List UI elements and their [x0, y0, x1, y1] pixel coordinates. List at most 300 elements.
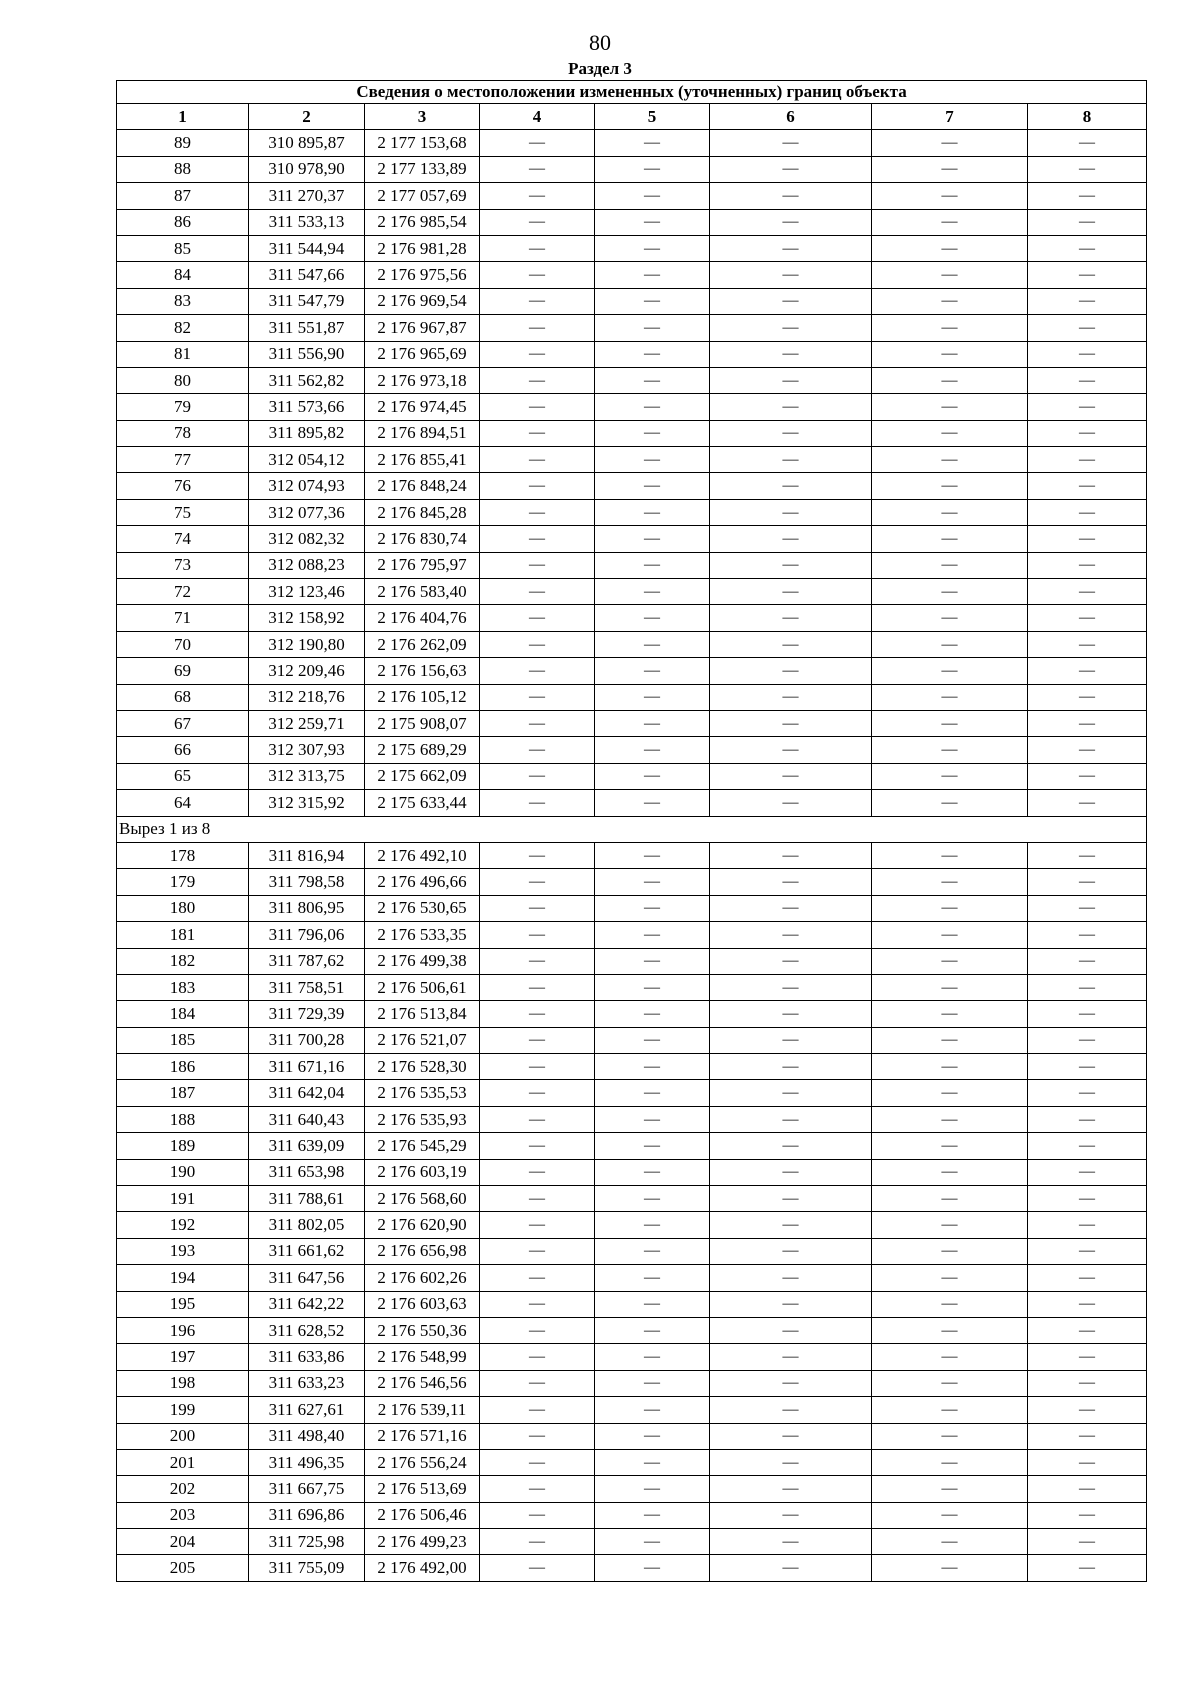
- empty-value-cell: —: [710, 288, 872, 314]
- empty-value-cell: —: [480, 1001, 595, 1027]
- table-row: [117, 262, 1147, 288]
- table-row: [117, 183, 1147, 209]
- empty-value-cell: —: [595, 499, 710, 525]
- empty-value-cell: —: [710, 447, 872, 473]
- table-row: [117, 420, 1147, 446]
- empty-value-cell: —: [480, 183, 595, 209]
- empty-value-cell: —: [1028, 579, 1147, 605]
- empty-value-cell: —: [710, 710, 872, 736]
- y-coordinate-cell: 2 176 656,98: [365, 1238, 480, 1264]
- empty-value-cell: —: [872, 499, 1028, 525]
- y-coordinate-cell: 2 176 492,10: [365, 842, 480, 868]
- empty-value-cell: —: [710, 922, 872, 948]
- empty-value-cell: —: [710, 1555, 872, 1581]
- empty-value-cell: —: [595, 1317, 710, 1343]
- column-header-row: [117, 104, 1147, 130]
- empty-value-cell: —: [872, 1238, 1028, 1264]
- empty-value-cell: —: [480, 235, 595, 261]
- rows-after-cutout: [117, 842, 1147, 1581]
- x-coordinate-cell: 311 816,94: [249, 842, 365, 868]
- empty-value-cell: —: [872, 394, 1028, 420]
- empty-value-cell: —: [480, 631, 595, 657]
- table-row: [117, 1080, 1147, 1106]
- empty-value-cell: —: [872, 183, 1028, 209]
- table-row: [117, 473, 1147, 499]
- empty-value-cell: —: [710, 235, 872, 261]
- empty-value-cell: —: [710, 1001, 872, 1027]
- empty-value-cell: —: [595, 209, 710, 235]
- y-coordinate-cell: 2 176 105,12: [365, 684, 480, 710]
- empty-value-cell: —: [480, 1555, 595, 1581]
- x-coordinate-cell: 311 895,82: [249, 420, 365, 446]
- empty-value-cell: —: [1028, 948, 1147, 974]
- x-coordinate-cell: 311 667,75: [249, 1476, 365, 1502]
- empty-value-cell: —: [710, 1370, 872, 1396]
- empty-value-cell: —: [480, 526, 595, 552]
- empty-value-cell: —: [480, 288, 595, 314]
- empty-value-cell: —: [872, 658, 1028, 684]
- x-coordinate-cell: 311 556,90: [249, 341, 365, 367]
- empty-value-cell: —: [480, 1423, 595, 1449]
- empty-value-cell: —: [710, 1265, 872, 1291]
- empty-value-cell: —: [480, 658, 595, 684]
- empty-value-cell: —: [710, 1502, 872, 1528]
- empty-value-cell: —: [480, 922, 595, 948]
- empty-value-cell: —: [710, 948, 872, 974]
- empty-value-cell: —: [710, 631, 872, 657]
- point-number-cell: 192: [117, 1212, 249, 1238]
- empty-value-cell: —: [872, 1106, 1028, 1132]
- empty-value-cell: —: [480, 948, 595, 974]
- empty-value-cell: —: [595, 1529, 710, 1555]
- empty-value-cell: —: [595, 922, 710, 948]
- empty-value-cell: —: [872, 1186, 1028, 1212]
- table-row: [117, 526, 1147, 552]
- empty-value-cell: —: [872, 1159, 1028, 1185]
- empty-value-cell: —: [1028, 1555, 1147, 1581]
- point-number-cell: 196: [117, 1317, 249, 1343]
- point-number-cell: 64: [117, 790, 249, 816]
- empty-value-cell: —: [480, 1080, 595, 1106]
- table-row: [117, 1397, 1147, 1423]
- empty-value-cell: —: [710, 579, 872, 605]
- empty-value-cell: —: [710, 1423, 872, 1449]
- empty-value-cell: —: [1028, 737, 1147, 763]
- point-number-cell: 79: [117, 394, 249, 420]
- x-coordinate-cell: 311 700,28: [249, 1027, 365, 1053]
- empty-value-cell: —: [710, 367, 872, 393]
- y-coordinate-cell: 2 176 545,29: [365, 1133, 480, 1159]
- point-number-cell: 188: [117, 1106, 249, 1132]
- table-row: [117, 658, 1147, 684]
- table-row: [117, 1159, 1147, 1185]
- y-coordinate-cell: 2 176 506,46: [365, 1502, 480, 1528]
- y-coordinate-cell: 2 176 974,45: [365, 394, 480, 420]
- point-number-cell: 186: [117, 1054, 249, 1080]
- empty-value-cell: —: [595, 1001, 710, 1027]
- y-coordinate-cell: 2 176 530,65: [365, 895, 480, 921]
- y-coordinate-cell: 2 175 662,09: [365, 763, 480, 789]
- empty-value-cell: —: [480, 1529, 595, 1555]
- table-row: [117, 288, 1147, 314]
- y-coordinate-cell: 2 176 156,63: [365, 658, 480, 684]
- empty-value-cell: —: [595, 658, 710, 684]
- empty-value-cell: —: [710, 526, 872, 552]
- point-number-cell: 204: [117, 1529, 249, 1555]
- empty-value-cell: —: [1028, 1502, 1147, 1528]
- empty-value-cell: —: [872, 420, 1028, 446]
- y-coordinate-cell: 2 175 689,29: [365, 737, 480, 763]
- empty-value-cell: —: [872, 710, 1028, 736]
- table-row: [117, 763, 1147, 789]
- y-coordinate-cell: 2 176 571,16: [365, 1423, 480, 1449]
- y-coordinate-cell: 2 176 513,84: [365, 1001, 480, 1027]
- empty-value-cell: —: [710, 341, 872, 367]
- table-row: [117, 1476, 1147, 1502]
- empty-value-cell: —: [1028, 1476, 1147, 1502]
- rows-before-cutout: [117, 130, 1147, 816]
- cutout-section: [117, 816, 1147, 842]
- empty-value-cell: —: [710, 1529, 872, 1555]
- empty-value-cell: —: [595, 605, 710, 631]
- empty-value-cell: —: [595, 288, 710, 314]
- empty-value-cell: —: [710, 130, 872, 156]
- empty-value-cell: —: [480, 130, 595, 156]
- x-coordinate-cell: 311 802,05: [249, 1212, 365, 1238]
- empty-value-cell: —: [595, 684, 710, 710]
- empty-value-cell: —: [595, 262, 710, 288]
- empty-value-cell: —: [710, 1159, 872, 1185]
- column-header: 2: [249, 104, 365, 130]
- y-coordinate-cell: 2 176 262,09: [365, 631, 480, 657]
- y-coordinate-cell: 2 175 633,44: [365, 790, 480, 816]
- y-coordinate-cell: 2 176 496,66: [365, 869, 480, 895]
- empty-value-cell: —: [480, 605, 595, 631]
- empty-value-cell: —: [595, 1212, 710, 1238]
- empty-value-cell: —: [595, 710, 710, 736]
- y-coordinate-cell: 2 176 973,18: [365, 367, 480, 393]
- x-coordinate-cell: 311 647,56: [249, 1265, 365, 1291]
- point-number-cell: 82: [117, 315, 249, 341]
- empty-value-cell: —: [710, 763, 872, 789]
- x-coordinate-cell: 311 806,95: [249, 895, 365, 921]
- table-row: [117, 156, 1147, 182]
- empty-value-cell: —: [872, 235, 1028, 261]
- empty-value-cell: —: [595, 842, 710, 868]
- empty-value-cell: —: [1028, 1238, 1147, 1264]
- x-coordinate-cell: 311 633,86: [249, 1344, 365, 1370]
- empty-value-cell: —: [595, 1555, 710, 1581]
- empty-value-cell: —: [1028, 1370, 1147, 1396]
- table-row: [117, 235, 1147, 261]
- empty-value-cell: —: [872, 1502, 1028, 1528]
- table-row: [117, 1238, 1147, 1264]
- empty-value-cell: —: [595, 1027, 710, 1053]
- x-coordinate-cell: 311 788,61: [249, 1186, 365, 1212]
- y-coordinate-cell: 2 176 848,24: [365, 473, 480, 499]
- table-row: [117, 367, 1147, 393]
- empty-value-cell: —: [1028, 130, 1147, 156]
- empty-value-cell: —: [710, 895, 872, 921]
- point-number-cell: 72: [117, 579, 249, 605]
- empty-value-cell: —: [872, 869, 1028, 895]
- y-coordinate-cell: 2 177 153,68: [365, 130, 480, 156]
- empty-value-cell: —: [1028, 341, 1147, 367]
- table-row: [117, 710, 1147, 736]
- point-number-cell: 201: [117, 1449, 249, 1475]
- y-coordinate-cell: 2 176 981,28: [365, 235, 480, 261]
- empty-value-cell: —: [480, 1265, 595, 1291]
- y-coordinate-cell: 2 176 548,99: [365, 1344, 480, 1370]
- point-number-cell: 178: [117, 842, 249, 868]
- empty-value-cell: —: [710, 1106, 872, 1132]
- empty-value-cell: —: [710, 1397, 872, 1423]
- empty-value-cell: —: [710, 684, 872, 710]
- empty-value-cell: —: [595, 367, 710, 393]
- empty-value-cell: —: [710, 1476, 872, 1502]
- empty-value-cell: —: [595, 1106, 710, 1132]
- empty-value-cell: —: [480, 974, 595, 1000]
- table-row: [117, 1001, 1147, 1027]
- table-row: [117, 1423, 1147, 1449]
- empty-value-cell: —: [480, 1027, 595, 1053]
- x-coordinate-cell: 311 798,58: [249, 869, 365, 895]
- x-coordinate-cell: 312 259,71: [249, 710, 365, 736]
- empty-value-cell: —: [872, 1397, 1028, 1423]
- table-row: [117, 842, 1147, 868]
- empty-value-cell: —: [710, 1291, 872, 1317]
- y-coordinate-cell: 2 176 583,40: [365, 579, 480, 605]
- empty-value-cell: —: [710, 262, 872, 288]
- point-number-cell: 185: [117, 1027, 249, 1053]
- table-row: [117, 1502, 1147, 1528]
- x-coordinate-cell: 311 551,87: [249, 315, 365, 341]
- empty-value-cell: —: [872, 1054, 1028, 1080]
- empty-value-cell: —: [480, 1291, 595, 1317]
- x-coordinate-cell: 311 533,13: [249, 209, 365, 235]
- x-coordinate-cell: 311 642,04: [249, 1080, 365, 1106]
- empty-value-cell: —: [1028, 262, 1147, 288]
- empty-value-cell: —: [872, 1133, 1028, 1159]
- empty-value-cell: —: [710, 1133, 872, 1159]
- empty-value-cell: —: [480, 1397, 595, 1423]
- x-coordinate-cell: 312 123,46: [249, 579, 365, 605]
- empty-value-cell: —: [1028, 235, 1147, 261]
- point-number-cell: 87: [117, 183, 249, 209]
- empty-value-cell: —: [480, 473, 595, 499]
- empty-value-cell: —: [872, 1212, 1028, 1238]
- empty-value-cell: —: [595, 526, 710, 552]
- x-coordinate-cell: 311 639,09: [249, 1133, 365, 1159]
- table-row: [117, 1291, 1147, 1317]
- empty-value-cell: —: [480, 1449, 595, 1475]
- empty-value-cell: —: [872, 579, 1028, 605]
- empty-value-cell: —: [710, 1080, 872, 1106]
- empty-value-cell: —: [480, 1317, 595, 1343]
- x-coordinate-cell: 311 270,37: [249, 183, 365, 209]
- empty-value-cell: —: [595, 737, 710, 763]
- x-coordinate-cell: 311 729,39: [249, 1001, 365, 1027]
- empty-value-cell: —: [595, 869, 710, 895]
- y-coordinate-cell: 2 176 506,61: [365, 974, 480, 1000]
- empty-value-cell: —: [710, 420, 872, 446]
- empty-value-cell: —: [595, 156, 710, 182]
- point-number-cell: 205: [117, 1555, 249, 1581]
- point-number-cell: 86: [117, 209, 249, 235]
- empty-value-cell: —: [480, 420, 595, 446]
- empty-value-cell: —: [1028, 1186, 1147, 1212]
- empty-value-cell: —: [1028, 631, 1147, 657]
- section-title: Раздел 3: [568, 59, 632, 78]
- empty-value-cell: —: [872, 1529, 1028, 1555]
- empty-value-cell: —: [595, 1133, 710, 1159]
- empty-value-cell: —: [1028, 658, 1147, 684]
- empty-value-cell: —: [480, 710, 595, 736]
- empty-value-cell: —: [1028, 1423, 1147, 1449]
- x-coordinate-cell: 312 313,75: [249, 763, 365, 789]
- table-row: [117, 394, 1147, 420]
- empty-value-cell: —: [595, 235, 710, 261]
- x-coordinate-cell: 311 671,16: [249, 1054, 365, 1080]
- empty-value-cell: —: [595, 974, 710, 1000]
- point-number-cell: 83: [117, 288, 249, 314]
- empty-value-cell: —: [1028, 1106, 1147, 1132]
- table-row: [117, 579, 1147, 605]
- empty-value-cell: —: [595, 1159, 710, 1185]
- empty-value-cell: —: [872, 1001, 1028, 1027]
- y-coordinate-cell: 2 176 550,36: [365, 1317, 480, 1343]
- empty-value-cell: —: [1028, 1212, 1147, 1238]
- table-row: [117, 1212, 1147, 1238]
- x-coordinate-cell: 312 077,36: [249, 499, 365, 525]
- empty-value-cell: —: [1028, 1291, 1147, 1317]
- point-number-cell: 85: [117, 235, 249, 261]
- empty-value-cell: —: [872, 1317, 1028, 1343]
- empty-value-cell: —: [480, 1238, 595, 1264]
- empty-value-cell: —: [1028, 315, 1147, 341]
- column-header: 5: [595, 104, 710, 130]
- empty-value-cell: —: [710, 869, 872, 895]
- point-number-cell: 81: [117, 341, 249, 367]
- table-row: [117, 447, 1147, 473]
- x-coordinate-cell: 312 218,76: [249, 684, 365, 710]
- point-number-cell: 198: [117, 1370, 249, 1396]
- empty-value-cell: —: [872, 1370, 1028, 1396]
- x-coordinate-cell: 311 628,52: [249, 1317, 365, 1343]
- table-row: [117, 209, 1147, 235]
- table-row: [117, 315, 1147, 341]
- point-number-cell: 195: [117, 1291, 249, 1317]
- table-row: [117, 1186, 1147, 1212]
- empty-value-cell: —: [480, 1054, 595, 1080]
- empty-value-cell: —: [480, 1502, 595, 1528]
- y-coordinate-cell: 2 176 533,35: [365, 922, 480, 948]
- x-coordinate-cell: 311 796,06: [249, 922, 365, 948]
- empty-value-cell: —: [872, 315, 1028, 341]
- empty-value-cell: —: [480, 684, 595, 710]
- empty-value-cell: —: [595, 183, 710, 209]
- point-number-cell: 189: [117, 1133, 249, 1159]
- empty-value-cell: —: [872, 130, 1028, 156]
- x-coordinate-cell: 311 755,09: [249, 1555, 365, 1581]
- empty-value-cell: —: [710, 790, 872, 816]
- empty-value-cell: —: [1028, 1159, 1147, 1185]
- empty-value-cell: —: [595, 1423, 710, 1449]
- x-coordinate-cell: 311 562,82: [249, 367, 365, 393]
- x-coordinate-cell: 312 307,93: [249, 737, 365, 763]
- empty-value-cell: —: [480, 1476, 595, 1502]
- y-coordinate-cell: 2 176 845,28: [365, 499, 480, 525]
- table-row: [117, 1344, 1147, 1370]
- empty-value-cell: —: [872, 367, 1028, 393]
- empty-value-cell: —: [872, 552, 1028, 578]
- table-row: [117, 1529, 1147, 1555]
- table-row: [117, 974, 1147, 1000]
- y-coordinate-cell: 2 176 603,63: [365, 1291, 480, 1317]
- empty-value-cell: —: [1028, 869, 1147, 895]
- column-header: 1: [117, 104, 249, 130]
- empty-value-cell: —: [480, 209, 595, 235]
- empty-value-cell: —: [872, 895, 1028, 921]
- y-coordinate-cell: 2 176 795,97: [365, 552, 480, 578]
- point-number-cell: 191: [117, 1186, 249, 1212]
- point-number-cell: 77: [117, 447, 249, 473]
- x-coordinate-cell: 310 895,87: [249, 130, 365, 156]
- empty-value-cell: —: [710, 1449, 872, 1475]
- empty-value-cell: —: [710, 1027, 872, 1053]
- empty-value-cell: —: [710, 974, 872, 1000]
- empty-value-cell: —: [1028, 1449, 1147, 1475]
- empty-value-cell: —: [1028, 1001, 1147, 1027]
- empty-value-cell: —: [595, 1265, 710, 1291]
- point-number-cell: 78: [117, 420, 249, 446]
- point-number-cell: 180: [117, 895, 249, 921]
- empty-value-cell: —: [1028, 1344, 1147, 1370]
- empty-value-cell: —: [1028, 156, 1147, 182]
- cutout-row: [117, 816, 1147, 842]
- empty-value-cell: —: [595, 1370, 710, 1396]
- empty-value-cell: —: [595, 341, 710, 367]
- y-coordinate-cell: 2 176 965,69: [365, 341, 480, 367]
- empty-value-cell: —: [1028, 1080, 1147, 1106]
- empty-value-cell: —: [872, 1423, 1028, 1449]
- y-coordinate-cell: 2 176 568,60: [365, 1186, 480, 1212]
- empty-value-cell: —: [1028, 974, 1147, 1000]
- table-row: [117, 552, 1147, 578]
- empty-value-cell: —: [595, 394, 710, 420]
- empty-value-cell: —: [595, 579, 710, 605]
- empty-value-cell: —: [480, 1159, 595, 1185]
- y-coordinate-cell: 2 175 908,07: [365, 710, 480, 736]
- empty-value-cell: —: [595, 948, 710, 974]
- table-row: [117, 895, 1147, 921]
- table-row: [117, 130, 1147, 156]
- point-number-cell: 203: [117, 1502, 249, 1528]
- empty-value-cell: —: [1028, 473, 1147, 499]
- x-coordinate-cell: 312 190,80: [249, 631, 365, 657]
- point-number-cell: 190: [117, 1159, 249, 1185]
- empty-value-cell: —: [710, 1317, 872, 1343]
- table-row: [117, 1106, 1147, 1132]
- cutout-label: Вырез 1 из 8: [117, 816, 1147, 842]
- empty-value-cell: —: [872, 262, 1028, 288]
- point-number-cell: 74: [117, 526, 249, 552]
- empty-value-cell: —: [710, 1212, 872, 1238]
- point-number-cell: 66: [117, 737, 249, 763]
- table-caption: Сведения о местоположении измененных (уточненных) границ объекта: [117, 81, 1147, 104]
- y-coordinate-cell: 2 176 535,93: [365, 1106, 480, 1132]
- point-number-cell: 200: [117, 1423, 249, 1449]
